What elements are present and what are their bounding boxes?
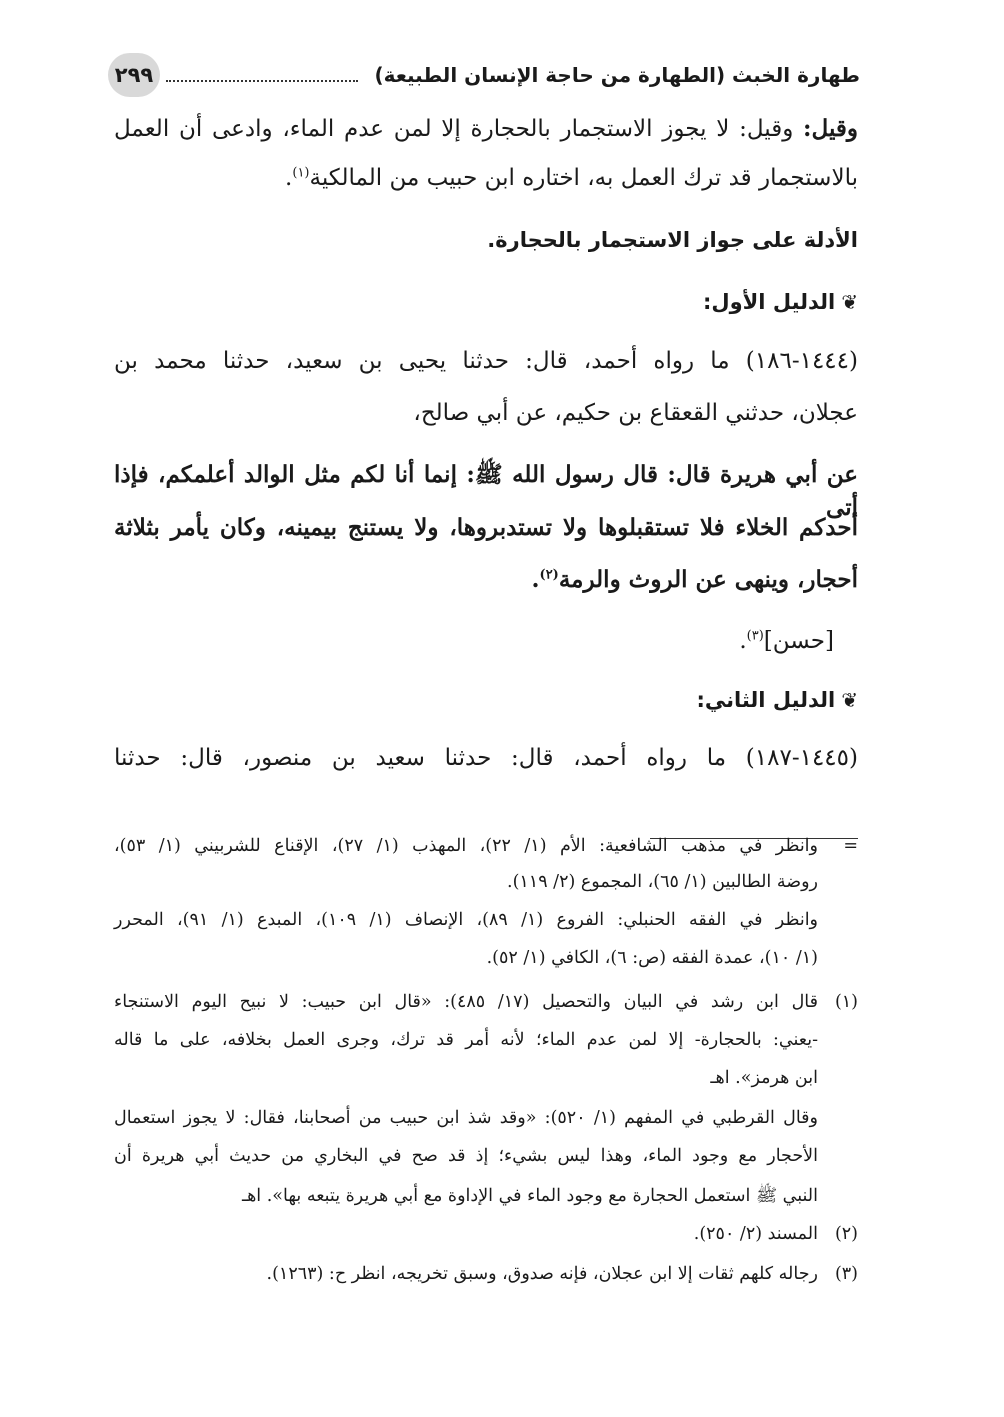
- hadith-chain-line: (١٤٤٤-١٨٦) ما رواه أحمد، قال: حدثنا يحيى بن سعيد، حدثنا محمد بن: [114, 348, 858, 374]
- running-title: طهارة الخبث (الطهارة من حاجة الإنسان الطبيعة): [374, 63, 860, 87]
- footnote-number: (٣): [834, 1264, 858, 1284]
- section-heading: الأدلة على جواز الاستجمار بالحجارة.: [487, 228, 858, 252]
- hadith-text-line: عن أبي هريرة قال: قال رسول الله ﷺ: إنما أنا لكم مثل الوالد أعلمكم، فإذا أتى: [114, 461, 858, 521]
- footnote-number: (١): [834, 992, 858, 1012]
- footnote-number: (٢): [834, 1224, 858, 1244]
- page-header: [108, 52, 860, 98]
- footnote-line: وانظر في الفقه الحنبلي: الفروع (١/ ٨٩)، الإنصاف (١/ ١٠٩)، المبدع (١/ ٩١)، المحرر: [114, 910, 819, 930]
- footnote-line: روضة الطالبين (١/ ٦٥)، المجموع (٢/ ١١٩).: [507, 872, 818, 892]
- footnote-ref: (٢): [539, 567, 559, 583]
- footnote-ref: (١): [292, 165, 310, 181]
- footnote-line: المسند (٢/ ٢٥٠).: [693, 1224, 818, 1244]
- footnote-line: ابن هرمز». اهـ: [710, 1068, 818, 1088]
- footnote-line: رجاله كلهم ثقات إلا ابن عجلان، فإنه صدوق، وسبق تخريجه، انظر ح: (١٢٦٣).: [266, 1264, 818, 1284]
- leaf-ornament-icon: ❦: [841, 688, 858, 712]
- footnote-line: النبي ﷺ استعمل الحجارة مع وجود الماء في الإداوة مع أبي هريرة يتبعه بها». اهـ: [241, 1186, 818, 1206]
- footnote-line: قال ابن رشد في البيان والتحصيل (١٧/ ٤٨٥): «قال ابن حبيب: لا نبيح اليوم الاستنجاء: [114, 992, 818, 1012]
- footnote-line: (١/ ١٠)، عمدة الفقه (ص: ٦)، الكافي (١/ ٥٢).: [486, 948, 818, 968]
- footnote-line: الأحجار مع وجود الماء، وهذا ليس بشيء؛ إذ قد صح في البخاري من حديث أبي هريرة أن: [114, 1146, 818, 1166]
- hadith-text-line: أحجار، وينهى عن الروث والرمة$^{(٢)}$.: [531, 566, 858, 593]
- text-line: بالاستجمار قد ترك العمل به، اختاره ابن حبيب من المالكية$^{(١)}$.: [285, 165, 858, 191]
- hadith-text-line: أحدكم الخلاء فلا تستقبلوها ولا تستدبروها، ولا يستنج بيمينه، وكان يأمر بثلاثة: [114, 514, 858, 541]
- header-dotted-leader: [166, 80, 358, 82]
- text-line: وقيل: وقيل: لا يجوز الاستجمار بالحجارة إلا لمن عدم الماء، وادعى أن العمل: [114, 115, 858, 142]
- evidence-heading-1: ❦الدليل الأول:: [703, 290, 858, 314]
- leaf-ornament-icon: ❦: [841, 290, 858, 314]
- footnote-line: وانظر في مذهب الشافعية: الأم (١/ ٢٢)، المهذب (١/ ٢٧)، الإقناع للشربيني (١/ ٥٣)،: [114, 836, 818, 856]
- footnote-ref: (٣): [746, 628, 764, 644]
- page-number: ٢٩٩: [108, 53, 160, 97]
- hadith-chain-line: عجلان، حدثني القعقاع بن حكيم، عن أبي صالح،: [413, 400, 858, 426]
- evidence-heading-2: ❦الدليل الثاني:: [696, 688, 858, 712]
- hadith-grade: [حسن]$^{(٣)}$.: [739, 628, 834, 654]
- footnote-line: وقال القرطبي في المفهم (١/ ٥٢٠): «وقد شذ ابن حبيب من أصحابنا، فقال: لا يجوز استعمال: [114, 1108, 818, 1128]
- continuation-mark: =: [843, 836, 858, 856]
- hadith-chain-line: (١٤٤٥-١٨٧) ما رواه أحمد، قال: حدثنا سعيد بن منصور، قال: حدثنا: [114, 745, 858, 771]
- footnote-line: -يعني: بالحجارة- إلا لمن عدم الماء؛ لأنه أمر قد ترك، وجرى العمل بخلافه، على ما قاله: [114, 1030, 818, 1050]
